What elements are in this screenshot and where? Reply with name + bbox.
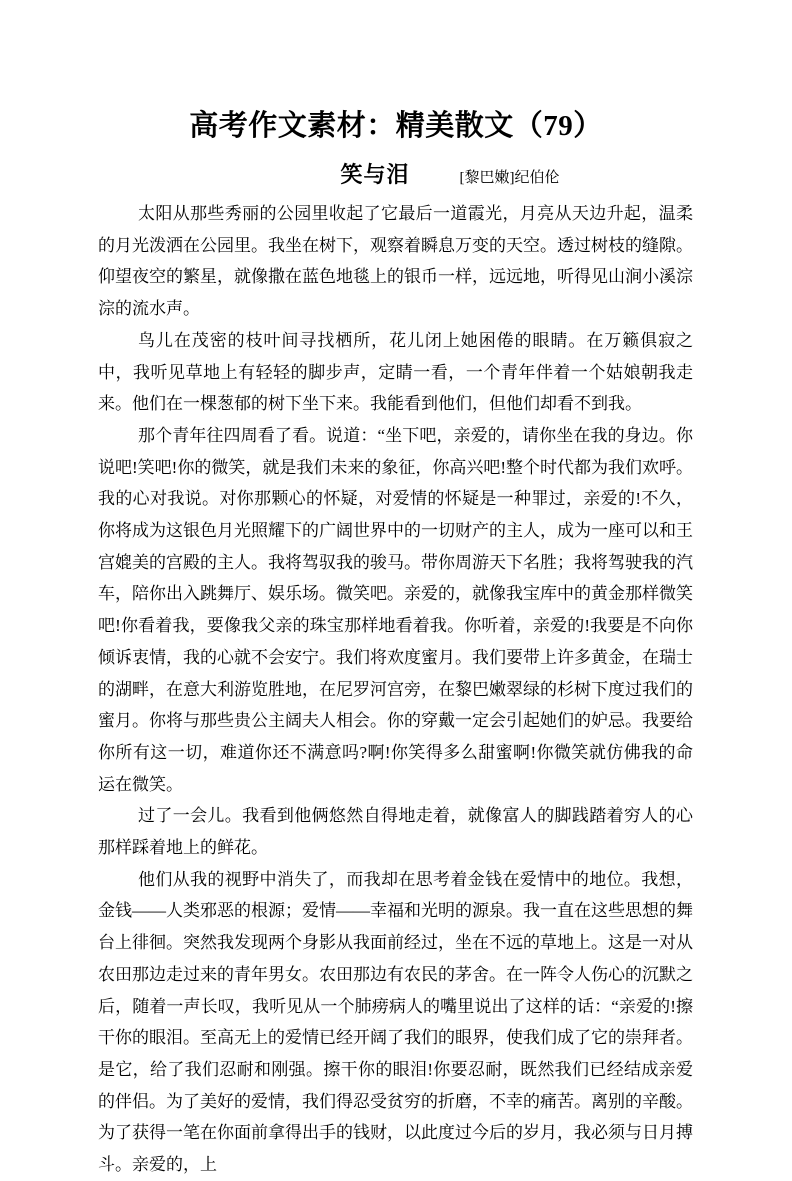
- paragraph-2: 鸟儿在茂密的枝叶间寻找栖所，花儿闭上她困倦的眼睛。在万籁俱寂之中，我听见草地上有轻轻的脚步声，定睛一看，一个青年伴着一个姑娘朝我走来。他们在一棵葱郁的树下坐下来。我能看到他们，但他们却看不到我。: [98, 330, 693, 414]
- paragraph-3: 那个青年往四周看了看。说道：“坐下吧，亲爱的，请你坐在我的身边。你说吧!笑吧!你的微笑，就是我们未来的象征，你高兴吧!整个时代都为我们欢呼。我的心对我说。对你那颗心的怀疑，对爱情的怀疑是一种罪过，亲爱的!不久，你将成为这银色月光照耀下的广阔世界中的一切财产的主人，成为一座可以和王宫媲美的宫殿的主人。我将驾驭我的骏马。带你周游天下名胜；我将驾驶我的汽车，陪你出入跳舞厅、娱乐场。微笑吧。亲爱的，就像我宝库中的黄金那样微笑吧!你看着我，要像我父亲的珠宝那样地看着我。你听着，亲爱的!我要是不向你倾诉衷情，我的心就不会安宁。我们将欢度蜜月。我们要带上许多黄金，在瑞士的湖畔，在意大利游览胜地，在尼罗河宫旁，在黎巴嫩翠绿的杉树下度过我们的蜜月。你将与那些贵公主阔夫人相会。你的穿戴一定会引起她们的妒忌。我要给你所有这一切，难道你还不满意吗?啊!你笑得多么甜蜜啊!你微笑就仿佛我的命运在微笑。: [98, 425, 693, 794]
- paragraph-5: 他们从我的视野中消失了，而我却在思考着金钱在爱情中的地位。我想，金钱——人类邪恶的根源；爱情——幸福和光明的源泉。我一直在这些思想的舞台上徘徊。突然我发现两个身影从我面前经过，坐在不远的草地上。这是一对从农田那边走过来的青年男女。农田那边有农民的茅舍。在一阵令人伤心的沉默之后，随着一声长叹，我听见从一个肺痨病人的嘴里说出了这样的话：“亲爱的!擦干你的眼泪。至高无上的爱情已经开阔了我们的眼界，使我们成了它的崇拜者。是它，给了我们忍耐和刚强。擦干你的眼泪!你要忍耐，既然我们已经结成亲爱的伴侣。为了美好的爱情，我们得忍受贫穷的折磨，不幸的痛苦。离别的辛酸。为了获得一笔在你面前拿得出手的钱财，以此度过今后的岁月，我必须与日月搏斗。亲爱的，上: [98, 869, 693, 1175]
- essay-heading: [0, 158, 792, 189]
- paragraph-4: 过了一会儿。我看到他俩悠然自得地走着，就像富人的脚践踏着穷人的心那样踩着地上的鲜花。: [98, 806, 693, 858]
- essay-author: [黎巴嫩]纪伯伦: [459, 170, 560, 186]
- essay-body: [98, 198, 693, 1181]
- essay-title: 笑与泪: [340, 162, 410, 187]
- paragraph-1: 太阳从那些秀丽的公园里收起了它最后一道霞光，月亮从天边升起，温柔的月光泼洒在公园里。我坐在树下，观察着瞬息万变的天空。透过树枝的缝隙。仰望夜空的繁星，就像撒在蓝色地毯上的银币一样，远远地，听得见山涧小溪淙淙的流水声。: [98, 204, 693, 319]
- document-title: 高考作文素材：精美散文（79）: [189, 110, 603, 142]
